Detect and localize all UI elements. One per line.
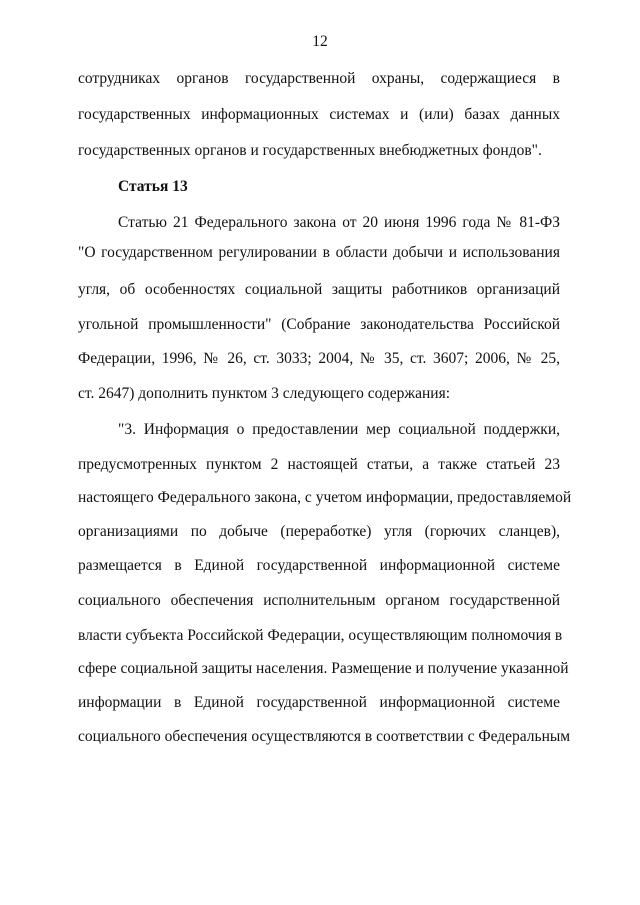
text-line: сфере социальной защиты населения. Размещение и получение указанной <box>78 660 569 677</box>
text-line: размещается в Единой государственной информационной системе <box>78 557 560 574</box>
text-line: "О государственном регулировании в области добычи и использования <box>78 244 560 261</box>
text-line: государственных органов и государственных внебюджетных фондов". <box>78 142 542 159</box>
text-line: государственных информационных системах и (или) базах данных <box>78 106 560 123</box>
text-line: информации в Единой государственной информационной системе <box>78 694 560 711</box>
page-number: 12 <box>312 33 328 50</box>
text-line: социального обеспечения осуществляются в соответствии с Федеральным <box>78 728 571 745</box>
text-line: социального обеспечения исполнительным органом государственной <box>78 592 560 609</box>
text-line: ст. 2647) дополнить пунктом 3 следующего содержания: <box>78 385 451 402</box>
text-line: сотрудниках органов государственной охраны, содержащиеся в <box>78 70 560 87</box>
text-line: Статью 21 Федерального закона от 20 июня 1996 года № 81-ФЗ <box>118 214 560 231</box>
section-heading: Статья 13 <box>118 178 188 195</box>
text-line: угля, об особенностях социальной защиты работников организаций <box>78 281 560 298</box>
text-line: власти субъекта Российской Федерации, осуществляющим полномочия в <box>78 627 563 644</box>
text-line: предусмотренных пунктом 2 настоящей статьи, а также статьей 23 <box>78 456 560 473</box>
text-line: угольной промышленности" (Собрание законодательства Российской <box>78 316 560 333</box>
text-line: настоящего Федерального закона, с учетом информации, предоставляемой <box>78 489 572 506</box>
text-line: Федерации, 1996, № 26, ст. 3033; 2004, № 35, ст. 3607; 2006, № 25, <box>78 350 560 367</box>
text-line: организациями по добыче (переработке) угля (горючих сланцев), <box>78 523 560 540</box>
text-line: "3. Информация о предоставлении мер социальной поддержки, <box>118 421 560 438</box>
